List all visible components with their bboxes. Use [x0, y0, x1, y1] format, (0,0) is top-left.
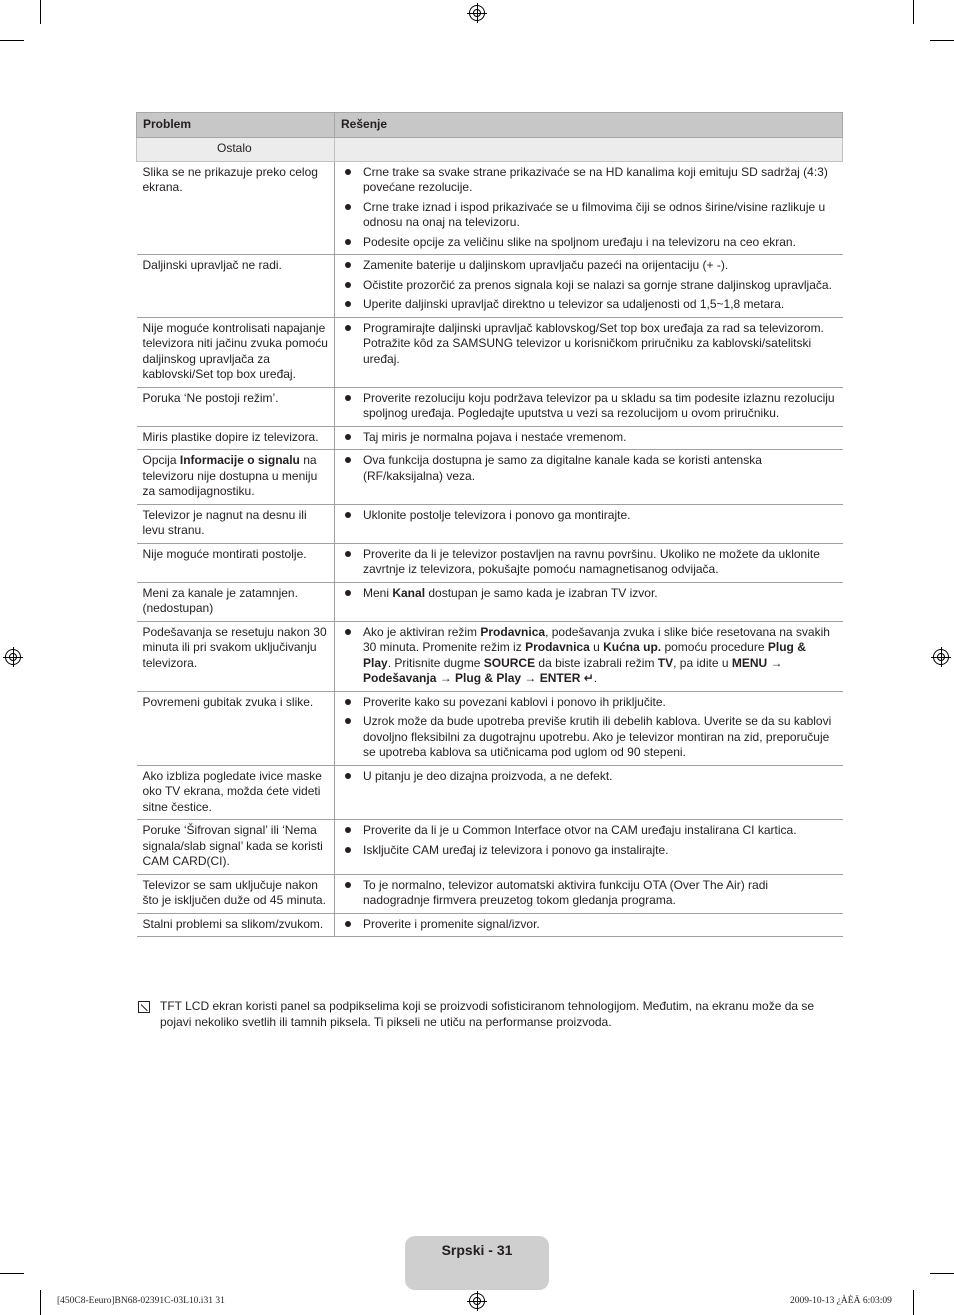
category-label: Ostalo [137, 138, 335, 162]
bold-text: SOURCE [483, 655, 536, 670]
text-segment: Proverite da li je u Common Interface otvor na CAM uređaju instalirana CI kartica. [363, 823, 797, 837]
solution-list [341, 586, 837, 602]
table-header-row [137, 113, 843, 138]
text-segment: Ova funkcija dostupna je samo za digitalne kanale kada se koristi antenska (RF/kaksijalna) veza. [363, 453, 762, 483]
text-segment: Meni [363, 585, 393, 600]
text-segment: Podesite opcije za veličinu slike na spoljnom uređaju i na televizoru na ceo ekran. [363, 234, 796, 249]
problem-cell [137, 317, 335, 387]
solution-column-header: Rešenje [335, 113, 843, 138]
solution-item [341, 278, 837, 294]
text-segment: Stalni problemi sa slikom/zvukom. [142, 916, 324, 931]
solution-cell [335, 387, 843, 426]
text-segment: Uklonite postolje televizora i ponovo ga montirajte. [363, 507, 631, 522]
solution-cell [335, 913, 843, 937]
text-segment: Opcija [142, 453, 180, 467]
text-segment: , podešavanja zvuka i slike biće resetovana na svakih 30 minuta. Promenite režim iz [363, 624, 830, 654]
text-segment: Proverite kako su povezani kablovi i ponovo ih priključite. [363, 694, 666, 709]
text-segment: Isključite CAM uređaj iz televizora i ponovo ga instalirajte. [363, 842, 669, 857]
table-row [137, 255, 843, 318]
solution-item [341, 695, 837, 711]
bold-text: Prodavnica [525, 640, 590, 654]
text-segment: pomoću procedure [661, 640, 768, 654]
bullet-icon [345, 457, 351, 463]
text-segment: , pa idite u [673, 655, 732, 670]
text-segment: Ako je aktiviran režim [363, 624, 481, 639]
bullet-icon [345, 773, 351, 779]
text-segment: Poruka ‘Ne postoji režim’. [142, 390, 279, 405]
bullet-icon [345, 262, 351, 268]
crop-mark [40, 0, 41, 24]
solution-list [341, 508, 837, 524]
table-body [137, 138, 843, 937]
page-number-tab [405, 1236, 549, 1290]
troubleshooting-table [136, 112, 843, 937]
solution-cell [335, 820, 843, 875]
solution-item [341, 769, 837, 785]
solution-item [341, 297, 837, 313]
solution-item [341, 823, 837, 839]
text-segment: Nije moguće montirati postolje. [142, 546, 307, 561]
footer-right: 2009-10-13 ¿ÀÈÄ 6:03:09 [790, 1296, 892, 1306]
bold-text: TV [657, 655, 674, 670]
solution-list [341, 321, 837, 368]
solution-cell [335, 621, 843, 691]
solution-item [341, 917, 837, 933]
bold-text: Plug & Play [363, 640, 806, 670]
solution-item [341, 258, 837, 274]
table-row [137, 691, 843, 765]
table-row [137, 765, 843, 820]
problem-cell [137, 450, 335, 505]
bullet-icon [345, 847, 351, 853]
problem-cell [137, 504, 335, 543]
problem-cell [137, 621, 335, 691]
bullet-icon [345, 551, 351, 557]
text-segment: U pitanju je deo dizajna proizvoda, a ne defekt. [363, 768, 613, 783]
text-segment: Poruke ‘Šifrovan signal’ ili ‘Nema signala/slab signal’ kada se koristi CAM CARD(CI). [142, 823, 323, 868]
solution-list [341, 453, 837, 484]
bullet-icon [345, 434, 351, 440]
table-row [137, 387, 843, 426]
text-segment: Ako izbliza pogledate ivice maske oko TV ekrana, možda ćete videti sitne čestice. [142, 768, 322, 814]
bullet-icon [345, 239, 351, 245]
solution-list [341, 823, 837, 858]
solution-item [341, 878, 837, 909]
problem-cell [137, 820, 335, 875]
solution-list [341, 547, 837, 578]
text-segment: Slika se ne prikazuje preko celog ekrana. [142, 164, 318, 194]
table-row [137, 161, 843, 255]
text-segment: Povremeni gubitak zvuka i slike. [142, 694, 314, 709]
solution-item [341, 391, 837, 422]
text-segment: Televizor se sam uključuje nakon što je isključen duže od 45 minuta. [142, 877, 326, 907]
crop-mark [913, 0, 914, 24]
solution-cell [335, 317, 843, 387]
text-segment: na televizoru nije dostupna u meniju za samodijagnostiku. [142, 453, 318, 498]
solution-item [341, 547, 837, 578]
bullet-icon [345, 301, 351, 307]
text-segment: Televizor je nagnut na desnu ili levu stranu. [142, 507, 307, 537]
problem-cell [137, 691, 335, 765]
registration-mark-icon [469, 5, 485, 21]
solution-list [341, 165, 837, 251]
bullet-icon [345, 827, 351, 833]
note-text: TFT LCD ekran koristi panel sa podpikselima koji se proizvodi sofisticiranom tehnologijom. Međutim, na ekranu može da se pojavi nekoliko svetlih ili tamnih piksela. Ti pikseli ne utiču na performanse proizvoda. [160, 999, 815, 1029]
solution-cell [335, 161, 843, 255]
solution-item [341, 586, 837, 602]
registration-mark-icon [5, 649, 21, 665]
text-segment: Uperite daljinski upravljač direktno u televizor sa udaljenosti od 1,5~1,8 metara. [363, 297, 785, 311]
text-segment: Programirajte daljinski upravljač kablovskog/Set top box uređaja za rad sa televizorom. Potražite kôd za SAMSUNG televizor u korisničkom priručniku za kablovski/satelitski uređaj. [363, 320, 824, 366]
bullet-icon [345, 169, 351, 175]
table-row [137, 621, 843, 691]
table-row [137, 450, 843, 505]
bullet-icon [345, 590, 351, 596]
problem-cell [137, 582, 335, 621]
problem-cell [137, 161, 335, 255]
text-segment: Crne trake sa svake strane prikazivaće se na HD kanalima koji emituju SD sadržaj (4:3) povećane rezolucije. [363, 164, 828, 194]
text-segment: Zamenite baterije u daljinskom upravljaču pazeći na orijentaciju (+ -). [363, 258, 729, 272]
table-row [137, 543, 843, 582]
solution-cell [335, 582, 843, 621]
table-row [137, 504, 843, 543]
solution-item [341, 843, 837, 859]
solution-list [341, 625, 837, 687]
text-segment: Meni za kanale je zatamnjen. (nedostupan) [142, 585, 298, 615]
solution-list [341, 878, 837, 909]
table-row [137, 874, 843, 913]
problem-column-header: Problem [137, 113, 335, 138]
registration-mark-icon [469, 1293, 485, 1309]
problem-cell [137, 387, 335, 426]
table-row [137, 317, 843, 387]
bullet-icon [345, 921, 351, 927]
text-segment: Podešavanja se resetuju nakon 30 minuta ili pri svakom uključivanju televizora. [142, 624, 327, 670]
text-segment: Proverite i promenite signal/izvor. [363, 916, 540, 931]
text-segment: Proverite da li je televizor postavljen na ravnu površinu. Ukoliko ne možete da uklonite zavrtnje iz televizora, pokušajte pomoću namagnetisanog odvijača. [363, 546, 820, 576]
bullet-icon [345, 282, 351, 288]
bold-text: Prodavnica [480, 624, 546, 639]
bold-text: Informacije o signalu [179, 453, 300, 467]
bullet-icon [345, 204, 351, 210]
crop-mark [930, 1273, 954, 1274]
solution-item [341, 625, 837, 687]
bold-text: Kanal [392, 585, 426, 600]
text-segment: Uzrok može da bude upotreba previše krutih ili debelih kablova. Uverite se da su kablovi dovoljno fleksibilni za dugotrajnu upotrebu. Ako je televizor montiran na zid, preporučuje se upotreba kablova sa utičnicama pod uglom od 90 stepeni. [363, 714, 832, 759]
solution-item [341, 714, 837, 761]
solution-item [341, 321, 837, 368]
text-segment: To je normalno, televizor automatski aktivira funkciju OTA (Over The Air) radi nadogradnje firmvera preuzetog tokom gledanja programa. [363, 877, 769, 907]
crop-mark [930, 40, 954, 41]
problem-cell [137, 426, 335, 450]
table-row [137, 820, 843, 875]
solution-cell [335, 255, 843, 318]
problem-cell [137, 543, 335, 582]
bullet-icon [345, 882, 351, 888]
text-segment: . [593, 671, 598, 685]
solution-list [341, 917, 837, 933]
text-segment: Proverite rezoluciju koju podržava televizor pa u skladu sa tim podesite izlaznu rezoluciju spoljnog uređaja. Pogledajte uputstva u vezi sa rezolucijom u ovom priručniku. [363, 390, 835, 420]
text-segment: da biste izabrali režim [535, 655, 658, 670]
solution-list [341, 430, 837, 446]
text-segment: Crne trake iznad i ispod prikazivaće se u filmovima čiji se odnos širine/visine razlikuje u odnosu na onaj na televizoru. [363, 199, 826, 229]
solution-list [341, 769, 837, 785]
bullet-icon [345, 395, 351, 401]
solution-item [341, 453, 837, 484]
footer-left: [450C8-Eeuro]BN68-02391C-03L10.i31 31 [57, 1296, 225, 1306]
solution-list [341, 695, 837, 761]
category-row [137, 138, 843, 162]
bullet-icon [345, 325, 351, 331]
solution-cell [335, 691, 843, 765]
registration-mark-icon [933, 649, 949, 665]
text-segment: Taj miris je normalna pojava i nestaće vremenom. [363, 429, 627, 444]
solution-item [341, 508, 837, 524]
solution-item [341, 430, 837, 446]
crop-mark [0, 1273, 24, 1274]
text-segment: Daljinski upravljač ne radi. [142, 258, 282, 272]
solution-list [341, 258, 837, 313]
problem-cell [137, 255, 335, 318]
solution-cell [335, 765, 843, 820]
table-row [137, 426, 843, 450]
solution-cell [335, 426, 843, 450]
solution-item [341, 235, 837, 251]
bullet-icon [345, 718, 351, 724]
bullet-icon [345, 512, 351, 518]
solution-cell [335, 504, 843, 543]
bold-text: MENU → Podešavanja → Plug & Play → ENTER ↵ [363, 655, 783, 685]
solution-item [341, 165, 837, 196]
problem-cell [137, 765, 335, 820]
solution-cell [335, 874, 843, 913]
crop-mark [913, 1290, 914, 1315]
text-segment: . Pritisnite dugme [387, 655, 484, 670]
solution-list [341, 391, 837, 422]
category-empty-cell [335, 138, 843, 162]
note-icon [138, 1001, 150, 1013]
table-row [137, 582, 843, 621]
text-segment: Očistite prozorčić za prenos signala koji se nalazi sa gornje strane daljinskog upravljača. [363, 277, 832, 292]
text-segment: dostupan je samo kada je izabran TV izvor. [425, 585, 658, 600]
crop-mark [0, 40, 24, 41]
bold-text: Kućna up. [603, 640, 662, 654]
solution-item [341, 200, 837, 231]
solution-cell [335, 450, 843, 505]
solution-cell [335, 543, 843, 582]
crop-mark [40, 1290, 41, 1315]
problem-cell [137, 874, 335, 913]
text-segment: Miris plastike dopire iz televizora. [142, 429, 319, 444]
table-row [137, 913, 843, 937]
text-segment: u [589, 640, 604, 654]
problem-cell [137, 913, 335, 937]
text-segment: Nije moguće kontrolisati napajanje televizora niti jačinu zvuka pomoću daljinskog upravljača za kablovski/Set top box uređaj. [142, 320, 328, 381]
page-label: Srpski - 31 [441, 1242, 513, 1258]
bullet-icon [345, 629, 351, 635]
bullet-icon [345, 699, 351, 705]
